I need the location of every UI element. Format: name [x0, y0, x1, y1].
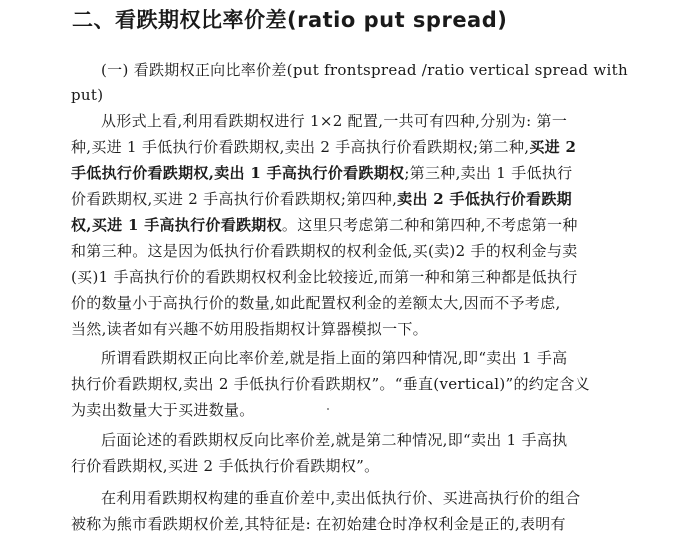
- text-run: 。这里只考虑第二种和第四种,不考虑第一种: [281, 216, 578, 234]
- bold-text-run: 权,买进 1 手高执行价看跌期权: [71, 216, 282, 234]
- stray-mark: [327, 408, 329, 410]
- text-run: 种,买进 1 手低执行价看跌期权,卖出 2 手高执行价看跌期权;第二种,: [71, 138, 530, 156]
- paragraph-1-line-8: 价的数量小于高执行价的数量,如此配置权利金的差额太大,因而不予考虑,: [71, 294, 561, 312]
- paragraph-1-line-6: 和第三种。这是因为低执行价看跌期权的权利金低,买(卖)2 手的权利金与卖: [71, 242, 578, 260]
- paragraph-2-line-1: 所谓看跌期权正向比率价差,就是指上面的第四种情况,即“卖出 1 手高: [101, 349, 568, 367]
- text-run: 价看跌期权,买进 2 手高执行价看跌期权;第四种,: [71, 190, 398, 208]
- subheading-line-1: (一) 看跌期权正向比率价差(put frontspread /ratio vertical spread with: [101, 61, 628, 79]
- bold-text-run: 买进 2: [529, 138, 577, 156]
- section-heading: 二、看跌期权比率价差(ratio put spread): [72, 8, 508, 32]
- paragraph-3-line-1: 后面论述的看跌期权反向比率价差,就是第二种情况,即“卖出 1 手高执: [101, 431, 568, 449]
- paragraph-4-line-2: 被称为熊市看跌期权价差,其特征是: 在初始建仓时净权利金是正的,表明有: [71, 515, 566, 533]
- paragraph-1-line-9: 当然,读者如有兴趣不妨用股指期权计算器模拟一下。: [71, 320, 428, 338]
- paragraph-1-line-4: [71, 189, 572, 209]
- bold-text-run: 卖出 2 手低执行价看跌期: [397, 190, 572, 208]
- subheading-line-2: put): [71, 86, 104, 104]
- paragraph-1-line-1: 从形式上看,利用看跌期权进行 1×2 配置,一共可有四种,分别为: 第一: [101, 112, 568, 130]
- paragraph-2-line-2: 执行价看跌期权,卖出 2 手低执行价看跌期权”。“垂直(vertical)”的约定含义: [71, 375, 590, 393]
- paragraph-1-line-3: [71, 163, 572, 183]
- paragraph-1-line-2: [71, 137, 576, 157]
- bold-text-run: 手低执行价看跌期权,卖出 1 手高执行价看跌期权: [71, 164, 405, 182]
- paragraph-3-line-2: 行价看跌期权,买进 2 手低执行价看跌期权”。: [71, 457, 380, 475]
- paragraph-2-line-3: 为卖出数量大于买进数量。: [71, 401, 255, 419]
- paragraph-1-line-7: (买)1 手高执行价的看跌期权权利金比较接近,而第一种和第三种都是低执行: [71, 268, 578, 286]
- paragraph-1-line-5: [71, 215, 578, 235]
- text-run: ;第三种,卖出 1 手低执行: [404, 164, 573, 182]
- paragraph-4-line-1: 在利用看跌期权构建的垂直价差中,卖出低执行价、买进高执行价的组合: [101, 489, 581, 507]
